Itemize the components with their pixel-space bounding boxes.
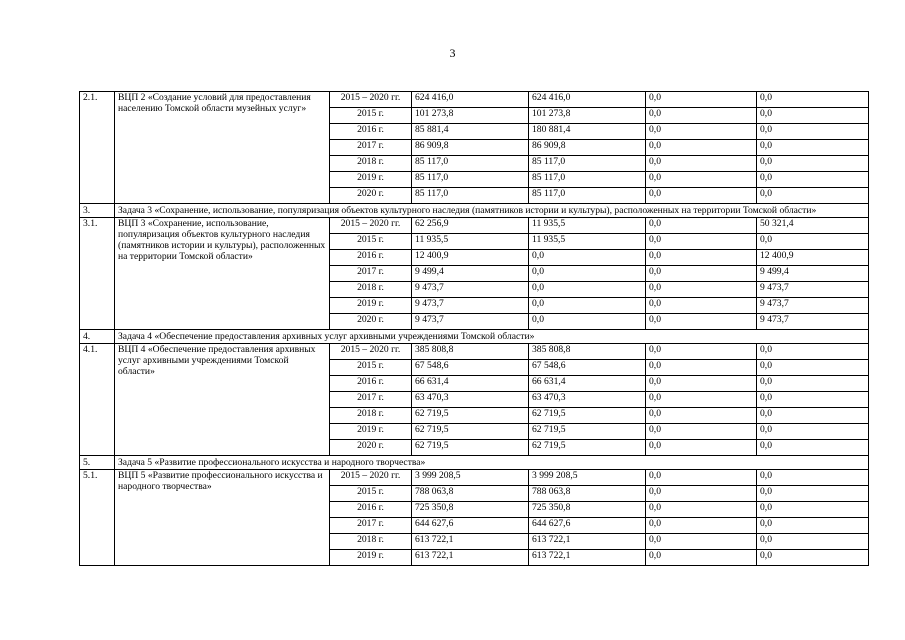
period-cell: 2019 г. — [330, 424, 412, 440]
local-cell: 0,0 — [646, 486, 757, 502]
federal-cell: 11 935,5 — [529, 234, 646, 250]
extra-cell: 0,0 — [757, 360, 869, 376]
task-title: Задача 3 «Сохранение, использование, популяризация объектов культурного наследия (памятников истории и культуры), расположенных на территории Томской области» — [115, 204, 869, 218]
task-number: 4. — [80, 330, 115, 344]
federal-cell: 613 722,1 — [529, 534, 646, 550]
program-number: 3.1. — [80, 218, 115, 330]
table-row — [80, 218, 869, 234]
local-cell: 0,0 — [646, 266, 757, 282]
local-cell: 0,0 — [646, 408, 757, 424]
extra-cell: 0,0 — [757, 502, 869, 518]
total-cell: 62 719,5 — [412, 408, 529, 424]
extra-cell: 0,0 — [757, 518, 869, 534]
period-cell: 2018 г. — [330, 534, 412, 550]
task-number: 5. — [80, 456, 115, 470]
extra-cell: 0,0 — [757, 344, 869, 360]
federal-cell: 725 350,8 — [529, 502, 646, 518]
local-cell: 0,0 — [646, 172, 757, 188]
extra-cell: 9 473,7 — [757, 282, 869, 298]
total-cell: 613 722,1 — [412, 550, 529, 566]
total-cell: 9 473,7 — [412, 282, 529, 298]
federal-cell: 62 719,5 — [529, 424, 646, 440]
extra-cell: 0,0 — [757, 172, 869, 188]
task-row — [80, 330, 869, 344]
program-name: ВЦП 4 «Обеспечение предоставления архивных услуг архивными учреждениями Томской области» — [115, 344, 330, 456]
total-cell: 385 808,8 — [412, 344, 529, 360]
period-cell: 2016 г. — [330, 376, 412, 392]
extra-cell: 50 321,4 — [757, 218, 869, 234]
task-row — [80, 456, 869, 470]
local-cell: 0,0 — [646, 156, 757, 172]
local-cell: 0,0 — [646, 282, 757, 298]
federal-cell: 3 999 208,5 — [529, 470, 646, 486]
budget-table-body — [80, 92, 869, 566]
task-row — [80, 204, 869, 218]
extra-cell: 0,0 — [757, 188, 869, 204]
extra-cell: 0,0 — [757, 376, 869, 392]
period-cell: 2020 г. — [330, 188, 412, 204]
period-cell: 2015 г. — [330, 486, 412, 502]
total-cell: 9 473,7 — [412, 298, 529, 314]
total-cell: 613 722,1 — [412, 534, 529, 550]
extra-cell: 0,0 — [757, 408, 869, 424]
total-cell: 85 117,0 — [412, 156, 529, 172]
local-cell: 0,0 — [646, 470, 757, 486]
period-cell: 2015 – 2020 гг. — [330, 470, 412, 486]
federal-cell: 85 117,0 — [529, 172, 646, 188]
program-number: 2.1. — [80, 92, 115, 204]
total-cell: 67 548,6 — [412, 360, 529, 376]
period-cell: 2015 г. — [330, 360, 412, 376]
federal-cell: 63 470,3 — [529, 392, 646, 408]
local-cell: 0,0 — [646, 344, 757, 360]
program-name: ВЦП 5 «Развитие профессионального искусства и народного творчества» — [115, 470, 330, 566]
federal-cell: 624 416,0 — [529, 92, 646, 108]
period-cell: 2017 г. — [330, 140, 412, 156]
federal-cell: 101 273,8 — [529, 108, 646, 124]
period-cell: 2016 г. — [330, 124, 412, 140]
program-name: ВЦП 2 «Создание условий для предоставления населению Томской области музейных услуг» — [115, 92, 330, 204]
local-cell: 0,0 — [646, 360, 757, 376]
total-cell: 62 256,9 — [412, 218, 529, 234]
period-cell: 2019 г. — [330, 172, 412, 188]
local-cell: 0,0 — [646, 108, 757, 124]
extra-cell: 0,0 — [757, 424, 869, 440]
local-cell: 0,0 — [646, 314, 757, 330]
period-cell: 2018 г. — [330, 282, 412, 298]
total-cell: 725 350,8 — [412, 502, 529, 518]
extra-cell: 0,0 — [757, 486, 869, 502]
total-cell: 9 473,7 — [412, 314, 529, 330]
total-cell: 66 631,4 — [412, 376, 529, 392]
local-cell: 0,0 — [646, 502, 757, 518]
table-row — [80, 92, 869, 108]
local-cell: 0,0 — [646, 440, 757, 456]
period-cell: 2016 г. — [330, 250, 412, 266]
federal-cell: 0,0 — [529, 298, 646, 314]
local-cell: 0,0 — [646, 550, 757, 566]
federal-cell: 788 063,8 — [529, 486, 646, 502]
total-cell: 85 117,0 — [412, 172, 529, 188]
federal-cell: 62 719,5 — [529, 408, 646, 424]
local-cell: 0,0 — [646, 250, 757, 266]
federal-cell: 62 719,5 — [529, 440, 646, 456]
federal-cell: 67 548,6 — [529, 360, 646, 376]
local-cell: 0,0 — [646, 518, 757, 534]
local-cell: 0,0 — [646, 376, 757, 392]
extra-cell: 0,0 — [757, 234, 869, 250]
extra-cell: 0,0 — [757, 92, 869, 108]
period-cell: 2015 г. — [330, 234, 412, 250]
period-cell: 2015 г. — [330, 108, 412, 124]
extra-cell: 0,0 — [757, 440, 869, 456]
table-row — [80, 470, 869, 486]
period-cell: 2015 – 2020 гг. — [330, 218, 412, 234]
total-cell: 788 063,8 — [412, 486, 529, 502]
page-number: 3 — [449, 46, 456, 60]
federal-cell: 0,0 — [529, 266, 646, 282]
local-cell: 0,0 — [646, 140, 757, 156]
extra-cell: 0,0 — [757, 392, 869, 408]
total-cell: 3 999 208,5 — [412, 470, 529, 486]
total-cell: 63 470,3 — [412, 392, 529, 408]
local-cell: 0,0 — [646, 218, 757, 234]
extra-cell: 0,0 — [757, 470, 869, 486]
local-cell: 0,0 — [646, 234, 757, 250]
federal-cell: 0,0 — [529, 314, 646, 330]
extra-cell: 0,0 — [757, 108, 869, 124]
federal-cell: 644 627,6 — [529, 518, 646, 534]
federal-cell: 0,0 — [529, 250, 646, 266]
total-cell: 86 909,8 — [412, 140, 529, 156]
federal-cell: 11 935,5 — [529, 218, 646, 234]
federal-cell: 180 881,4 — [529, 124, 646, 140]
local-cell: 0,0 — [646, 424, 757, 440]
extra-cell: 0,0 — [757, 156, 869, 172]
extra-cell: 9 473,7 — [757, 298, 869, 314]
program-name: ВЦП 3 «Сохранение, использование, популяризация объектов культурного наследия (памятников истории и культуры), расположенных на территории Томской области» — [115, 218, 330, 330]
task-title: Задача 5 «Развитие профессионального искусства и народного творчества» — [115, 456, 869, 470]
local-cell: 0,0 — [646, 298, 757, 314]
local-cell: 0,0 — [646, 534, 757, 550]
total-cell: 62 719,5 — [412, 440, 529, 456]
period-cell: 2017 г. — [330, 518, 412, 534]
total-cell: 62 719,5 — [412, 424, 529, 440]
total-cell: 11 935,5 — [412, 234, 529, 250]
period-cell: 2019 г. — [330, 550, 412, 566]
period-cell: 2015 – 2020 гг. — [330, 344, 412, 360]
period-cell: 2019 г. — [330, 298, 412, 314]
local-cell: 0,0 — [646, 188, 757, 204]
extra-cell: 0,0 — [757, 550, 869, 566]
extra-cell: 12 400,9 — [757, 250, 869, 266]
period-cell: 2020 г. — [330, 440, 412, 456]
federal-cell: 85 117,0 — [529, 188, 646, 204]
table-row — [80, 344, 869, 360]
federal-cell: 613 722,1 — [529, 550, 646, 566]
federal-cell: 385 808,8 — [529, 344, 646, 360]
total-cell: 624 416,0 — [412, 92, 529, 108]
period-cell: 2018 г. — [330, 408, 412, 424]
program-number: 5.1. — [80, 470, 115, 566]
task-title: Задача 4 «Обеспечение предоставления архивных услуг архивными учреждениями Томской области» — [115, 330, 869, 344]
program-number: 4.1. — [80, 344, 115, 456]
period-cell: 2017 г. — [330, 392, 412, 408]
total-cell: 644 627,6 — [412, 518, 529, 534]
task-number: 3. — [80, 204, 115, 218]
total-cell: 85 881,4 — [412, 124, 529, 140]
total-cell: 85 117,0 — [412, 188, 529, 204]
federal-cell: 66 631,4 — [529, 376, 646, 392]
local-cell: 0,0 — [646, 124, 757, 140]
total-cell: 12 400,9 — [412, 250, 529, 266]
extra-cell: 0,0 — [757, 140, 869, 156]
extra-cell: 9 473,7 — [757, 314, 869, 330]
federal-cell: 85 117,0 — [529, 156, 646, 172]
period-cell: 2017 г. — [330, 266, 412, 282]
period-cell: 2015 – 2020 гг. — [330, 92, 412, 108]
total-cell: 101 273,8 — [412, 108, 529, 124]
period-cell: 2020 г. — [330, 314, 412, 330]
federal-cell: 86 909,8 — [529, 140, 646, 156]
extra-cell: 9 499,4 — [757, 266, 869, 282]
period-cell: 2016 г. — [330, 502, 412, 518]
extra-cell: 0,0 — [757, 124, 869, 140]
period-cell: 2018 г. — [330, 156, 412, 172]
federal-cell: 0,0 — [529, 282, 646, 298]
local-cell: 0,0 — [646, 392, 757, 408]
total-cell: 9 499,4 — [412, 266, 529, 282]
extra-cell: 0,0 — [757, 534, 869, 550]
local-cell: 0,0 — [646, 92, 757, 108]
budget-table — [79, 91, 869, 566]
